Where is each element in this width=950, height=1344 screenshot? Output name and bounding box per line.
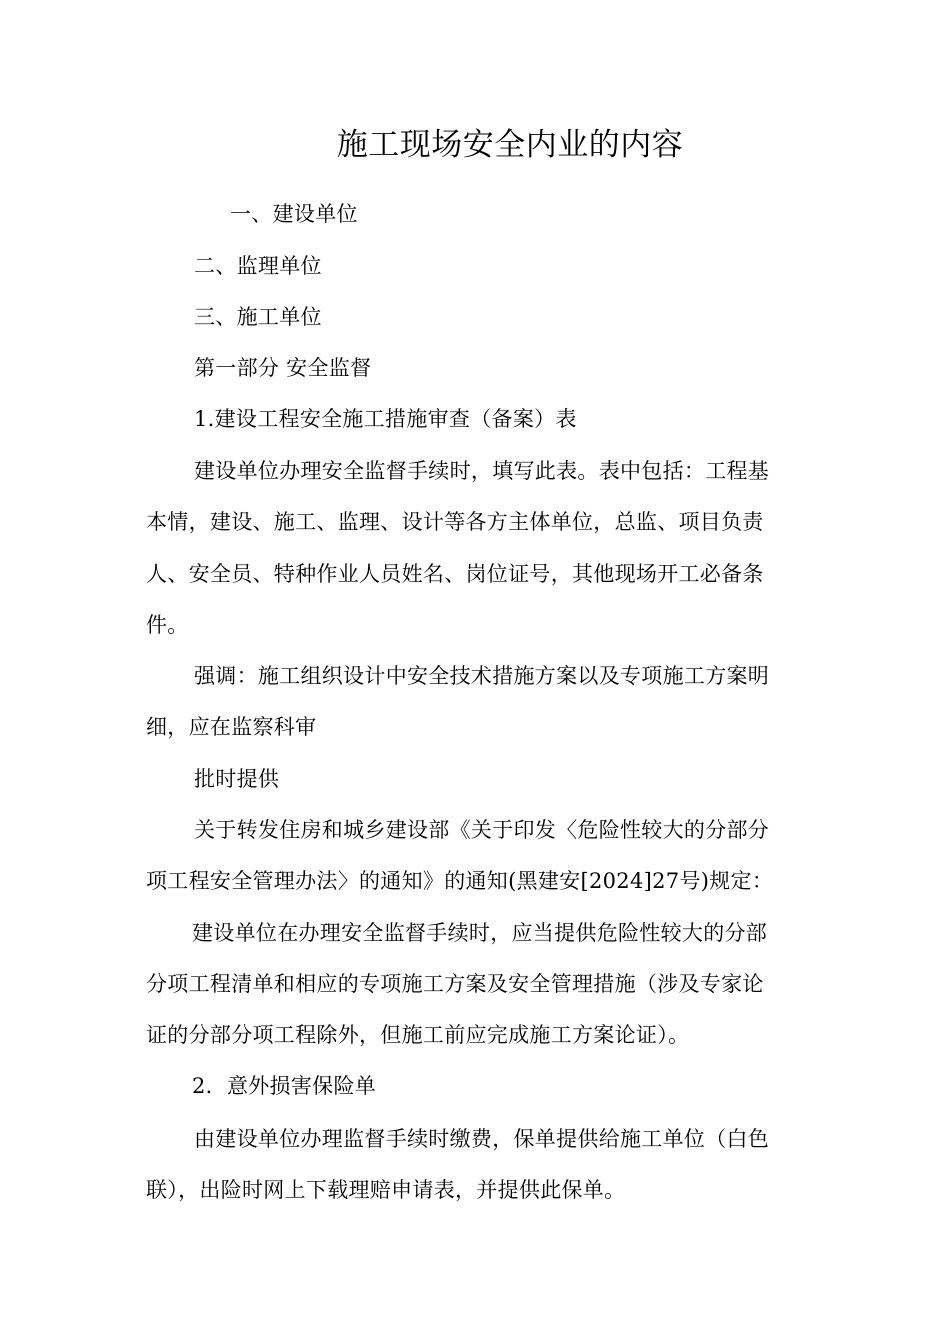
paragraph-line: 证的分部分项工程除外，但施工前应完成施工方案论证）。	[146, 1023, 690, 1047]
section-heading-builder-unit: 三、施工单位	[194, 305, 322, 329]
paragraph-line: 建设单位在办理安全监督手续时，应当提供危险性较大的分部	[192, 921, 768, 945]
paragraph-line: 强调：施工组织设计中安全技术措施方案以及专项施工方案明	[194, 664, 770, 688]
paragraph-line: 联），出险时网上下载理赔申请表，并提供此保单。	[146, 1178, 626, 1202]
item-heading-1: 1.建设工程安全施工措施审查（备案）表	[194, 407, 577, 431]
section-heading-construction-unit: 一、建设单位	[230, 202, 358, 226]
paragraph-line: 人、安全员、特种作业人员姓名、岗位证号，其他现场开工必备条	[146, 562, 764, 586]
paragraph-line: 细，应在监察科审	[146, 715, 317, 739]
section-heading-supervision-unit: 二、监理单位	[194, 254, 322, 278]
paragraph-line: 关于转发住房和城乡建设部《关于印发〈危险性较大的分部分	[194, 818, 770, 842]
paragraph-line: 由建设单位办理监督手续时缴费，保单提供给施工单位（白色	[194, 1127, 770, 1151]
part-heading-safety-supervision: 第一部分 安全监督	[194, 356, 372, 380]
paragraph-line: 建设单位办理安全监督手续时，填写此表。表中包括：工程基	[194, 459, 770, 483]
paragraph-line: 批时提供	[194, 767, 280, 791]
paragraph-line: 本情，建设、施工、监理、设计等各方主体单位，总监、项目负责	[146, 510, 764, 534]
document-title: 施工现场安全内业的内容	[336, 127, 684, 163]
item-heading-2: 2．意外损害保险单	[192, 1074, 377, 1098]
paragraph-line: 件。	[146, 613, 189, 637]
paragraph-line: 项工程安全管理办法〉的通知》的通知(黑建安[2024]27号)规定：	[146, 869, 774, 893]
paragraph-line: 分项工程清单和相应的专项施工方案及安全管理措施（涉及专家论	[146, 972, 764, 996]
